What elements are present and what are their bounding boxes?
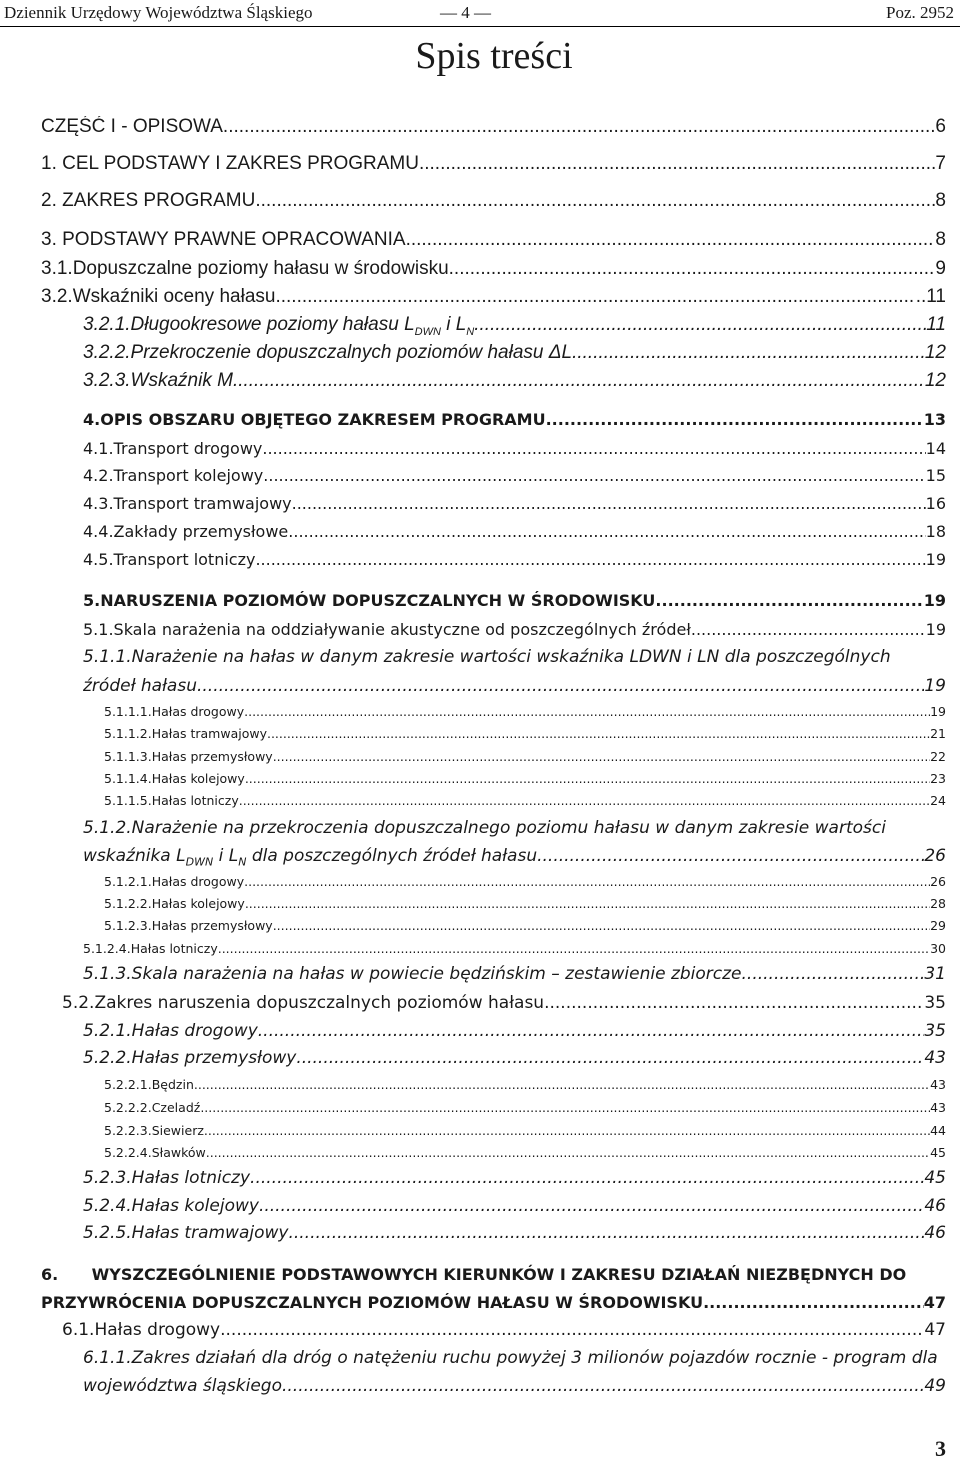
toc-entry[interactable]	[41, 229, 946, 251]
header-position: Poz. 2952	[886, 3, 954, 22]
toc-entry-page: 12	[924, 370, 946, 391]
toc-entry-title: 5.2.2.4.Sławków	[104, 1145, 206, 1160]
toc-entry-title: 4.4.Zakłady przemysłowe	[83, 522, 289, 541]
toc-entry[interactable]	[83, 1048, 946, 1068]
toc-entry[interactable]	[104, 771, 946, 786]
toc-entry-page: 45	[930, 1145, 946, 1160]
header-page-number: — 4 —	[440, 3, 491, 22]
toc-entry-first-line: 6. WYSZCZEGÓLNIENIE PODSTAWOWYCH KIERUNKÓW I ZAKRESU DZIAŁAŃ NIEZBĘDNYCH DO	[41, 1265, 907, 1284]
page-header	[0, 0, 960, 27]
toc-entry-title: 5.1.1.2.Hałas tramwajowy	[104, 726, 267, 741]
toc-entry-title: 3.2.1.Długookresowe poziomy hałasu $L_{DWN}$ i $L_N$	[83, 314, 475, 338]
toc-entry-page: 26	[930, 874, 946, 889]
toc-entry-title: 2. ZAKRES PROGRAMU	[41, 190, 256, 211]
toc-entry[interactable]	[83, 550, 946, 569]
toc-entry-page: 45	[924, 1168, 946, 1188]
toc-entry-page: 8	[935, 229, 946, 250]
toc-entry[interactable]	[83, 1021, 946, 1041]
toc-entry-title: 5.2.4.Hałas kolejowy	[83, 1196, 259, 1216]
toc-entry-title: 5.1.2.1.Hałas drogowy	[104, 874, 245, 889]
toc-entry-page: 19	[924, 676, 946, 696]
toc-entry-title: 5.2.2.Hałas przemysłowy	[83, 1048, 297, 1068]
toc-entry-title: 5.1.Skala narażenia na oddziaływanie akustyczne od poszczególnych źródeł	[83, 620, 691, 639]
toc-entry-title: 4.1.Transport drogowy	[83, 439, 263, 458]
toc-entry-title: 4.3.Transport tramwajowy	[83, 494, 292, 513]
toc-entry[interactable]	[83, 410, 946, 429]
toc-entry-title: 5.2.5.Hałas tramwajowy	[83, 1223, 289, 1243]
toc-entry-page: 31	[924, 964, 946, 984]
toc-entry-title: CZĘŚĆ I - OPISOWA	[41, 116, 223, 137]
toc-entry-page: 19	[923, 591, 946, 610]
toc-entry-page: 18	[925, 522, 946, 541]
toc-entry-page: 28	[930, 896, 946, 911]
toc-entry-page: 7	[935, 153, 946, 174]
toc-entry-title: 5.2.3.Hałas lotniczy	[83, 1168, 251, 1188]
toc-entry[interactable]	[104, 726, 946, 741]
toc-entry-title: źródeł hałasu	[83, 676, 197, 696]
toc-entry-page: 21	[930, 726, 946, 741]
toc-entry-title: 4.5.Transport lotniczy	[83, 550, 256, 569]
toc-entry-page: 30	[930, 941, 946, 956]
toc-entry-title: 3.2.2.Przekroczenie dopuszczalnych poziomów hałasu ΔL	[83, 342, 573, 363]
toc-entry-page: 19	[925, 620, 946, 639]
page-title: Spis treści	[415, 35, 573, 77]
toc-entry[interactable]	[41, 116, 946, 138]
toc-entry[interactable]	[104, 1123, 946, 1138]
toc-entry[interactable]	[104, 793, 946, 808]
toc-entry-page: 19	[925, 550, 946, 569]
toc-entry[interactable]	[83, 620, 946, 639]
toc-entry[interactable]	[83, 370, 946, 392]
toc-entry[interactable]	[83, 342, 946, 364]
toc-entry-page: 22	[930, 749, 946, 764]
toc-entry-title: 4.2.Transport kolejowy	[83, 466, 264, 485]
toc-entry[interactable]	[104, 1077, 946, 1092]
toc-entry-title: wskaźnika $L_{DWN}$ i $L_N$ dla poszczególnych źródeł hałasu	[83, 846, 538, 869]
toc-entry-title: 3.2.3.Wskaźnik M	[83, 370, 233, 391]
toc-entry-page: 24	[930, 793, 946, 808]
toc-entry-title: 5.1.2.4.Hałas lotniczy	[83, 941, 218, 956]
toc-entry[interactable]	[83, 1196, 946, 1216]
toc-entry[interactable]	[83, 1168, 946, 1188]
toc-entry[interactable]	[104, 918, 946, 933]
toc-entry-title: 5.1.1.1.Hałas drogowy	[104, 704, 245, 719]
toc-entry-page: 35	[924, 1021, 946, 1041]
toc-entry-page: 14	[925, 439, 946, 458]
toc-entry-page: 46	[924, 1223, 946, 1243]
toc-entry[interactable]	[83, 439, 946, 458]
toc-entry[interactable]	[83, 941, 946, 956]
toc-entry[interactable]	[83, 1376, 946, 1396]
toc-entry[interactable]	[83, 964, 946, 984]
toc-entry-title: 5.2.2.1.Będzin	[104, 1077, 194, 1092]
toc-entry-page: 23	[930, 771, 946, 786]
toc-entry-page: 49	[924, 1376, 946, 1396]
toc-entry-title: 3. PODSTAWY PRAWNE OPRACOWANIA	[41, 229, 406, 250]
toc-entry[interactable]	[41, 258, 946, 280]
toc-entry[interactable]	[41, 190, 946, 212]
toc-entry[interactable]	[41, 1293, 946, 1312]
toc-entry-title: 3.2.Wskaźniki oceny hałasu	[41, 286, 276, 307]
toc-entry-first-line: 5.1.2.Narażenie na przekroczenia dopuszczalnego poziomu hałasu w danym zakresie wartości	[83, 818, 886, 838]
toc-entry-page: 44	[930, 1123, 946, 1138]
toc-entry-page: 9	[935, 258, 946, 279]
toc-entry-title: 5.1.1.3.Hałas przemysłowy	[104, 749, 273, 764]
toc-entry[interactable]	[83, 1223, 946, 1243]
toc-entry-page: ..11	[915, 286, 946, 307]
toc-entry-title: województwa śląskiego	[83, 1376, 282, 1396]
toc-entry-title: 5.2.2.3.Siewierz	[104, 1123, 204, 1138]
toc-entry-title: 5.1.2.2.Hałas kolejowy	[104, 896, 245, 911]
toc-entry-page: 43	[930, 1077, 946, 1092]
toc-entry-first-line: 6.1.1.Zakres działań dla dróg o natężeniu ruchu powyżej 3 milionów pojazdów rocznie - program dla	[83, 1348, 938, 1368]
toc-entry[interactable]	[41, 286, 946, 308]
toc-entry[interactable]	[104, 704, 946, 719]
toc-entry[interactable]	[62, 1320, 946, 1340]
toc-entry-page: 47	[923, 1293, 946, 1312]
toc-entry-page: 43	[924, 1048, 946, 1068]
toc-entry-title: 5.NARUSZENIA POZIOMÓW DOPUSZCZALNYCH W ŚRODOWISKU	[83, 591, 656, 610]
toc-entry-title: 5.1.1.5.Hałas lotniczy	[104, 793, 239, 808]
toc-entry[interactable]	[104, 1100, 946, 1115]
toc-entry[interactable]	[83, 522, 946, 541]
toc-entry[interactable]	[83, 466, 946, 485]
toc-entry[interactable]	[83, 676, 946, 696]
toc-entry-title: 5.2.2.2.Czeladź	[104, 1100, 201, 1115]
toc-entry-page: 46	[924, 1196, 946, 1216]
toc-entry-title: 5.2.Zakres naruszenia dopuszczalnych poziomów hałasu	[62, 993, 545, 1013]
footer-page-number: 3	[935, 1436, 946, 1461]
toc-entry[interactable]	[104, 749, 946, 764]
toc-entry-page: 35	[924, 993, 946, 1013]
toc-entry-page: 11	[926, 314, 946, 335]
toc-entry-page: 16	[925, 494, 946, 513]
toc-entry[interactable]	[62, 993, 946, 1013]
toc-entry[interactable]	[83, 494, 946, 513]
toc-entry-page: 29	[930, 918, 946, 933]
toc-entry[interactable]	[83, 314, 946, 338]
toc-entry-page: 13	[923, 410, 946, 429]
toc-entry-title: 5.1.1.4.Hałas kolejowy	[104, 771, 245, 786]
toc-entry-title: 5.1.3.Skala narażenia na hałas w powiecie będzińskim – zestawienie zbiorcze	[83, 964, 742, 984]
toc-entry[interactable]	[104, 896, 946, 911]
toc-entry-title: 1. CEL PODSTAWY I ZAKRES PROGRAMU	[41, 153, 419, 174]
toc-entry-page: 47	[924, 1320, 946, 1340]
toc-entry-page: 43	[930, 1100, 946, 1115]
toc-entry-title: 6.1.Hałas drogowy	[62, 1320, 221, 1340]
toc-entry-title: 5.1.2.3.Hałas przemysłowy	[104, 918, 273, 933]
toc-entry[interactable]	[104, 874, 946, 889]
toc-entry-page: 15	[925, 466, 946, 485]
toc-entry-first-line: 5.1.1.Narażenie na hałas w danym zakresie wartości wskaźnika LDWN i LN dla poszczególnych	[83, 647, 891, 667]
toc-entry-title: 4.OPIS OBSZARU OBJĘTEGO ZAKRESEM PROGRAMU	[83, 410, 546, 429]
toc-entry[interactable]	[104, 1145, 946, 1160]
journal-name: Dziennik Urzędowy Województwa Śląskiego	[4, 3, 313, 22]
toc-entry[interactable]	[83, 846, 946, 868]
toc-entry[interactable]	[41, 153, 946, 175]
toc-entry-page: 6	[935, 116, 946, 137]
toc-entry-page: 12	[924, 342, 946, 363]
toc-entry[interactable]	[83, 591, 946, 610]
toc-entry-page: 8	[935, 190, 946, 211]
toc-entry-title: PRZYWRÓCENIA DOPUSZCZALNYCH POZIOMÓW HAŁASU W ŚRODOWISKU	[41, 1293, 704, 1312]
toc-entry-title: 3.1.Dopuszczalne poziomy hałasu w środowisku	[41, 258, 449, 279]
toc-entry-page: 19	[930, 704, 946, 719]
toc-entry-page: 26	[924, 846, 946, 866]
toc-entry-title: 5.2.1.Hałas drogowy	[83, 1021, 258, 1041]
